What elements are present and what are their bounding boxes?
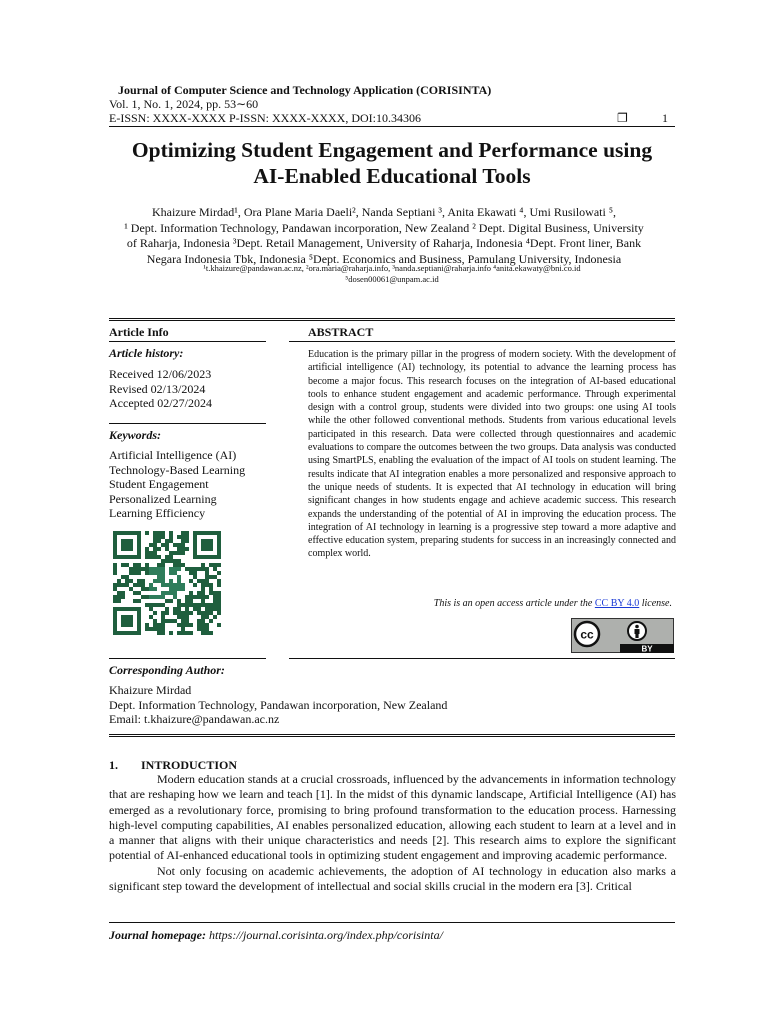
article-info-heading: Article Info [109,325,169,339]
received-date: Received 12/06/2023 [109,367,212,381]
abstract-heading: ABSTRACT [308,325,374,339]
article-info-rule [109,341,266,342]
keywords-heading: Keywords: [109,428,161,442]
affiliation-line: of Raharja, Indonesia ³Dept. Retail Management, University of Raharja, Indonesia ⁴Dept. Front liner, Bank [126,236,642,250]
volume-line: Vol. 1, No. 1, 2024, pp. 53∼60 [109,97,259,111]
intro-paragraph: Not only focusing on academic achievements, the adoption of AI technology in education also marks a significant step toward the development of intellectual and social skills crucial in the modern era [3]. Critical [109,863,676,894]
homepage-label: Journal homepage: [109,928,207,942]
corresponding-heading: Corresponding Author: [109,663,225,677]
license-suffix: license. [641,598,672,609]
corresponding-email: Email: t.khaizure@pandawan.ac.nz [109,712,280,727]
journal-homepage [109,928,443,943]
abstract-rule [289,341,675,342]
by-person-icon [628,622,646,640]
history-heading: Article history: [109,346,184,360]
intro-body [109,772,676,894]
affiliation-line: Negara Indonesia Tbk, Indonesia ⁵Dept. Economics and Business, Pamulang University, Indonesia [146,251,622,266]
emails-line: ⁵dosen00061@unpam.ac.id [345,274,439,284]
keyword-item: Learning Efficiency [109,506,206,521]
keyword-item: Student Engagement [109,477,209,492]
intro-paragraph: Modern education stands at a crucial crossroads, influenced by the advancements in information technology that are reshaping how we learn and teach [1]. In the midst of this dynamic landscape, Artificial Intelligence (AI) has emerged as a revolutionary force, promising to bring profound transformation to the education process. Harnessing high-level computing capabilities, AI enables personalized education, allowing each student to learn at a level and in a manner that aligns with their unique characteristics and needs [2]. This research aims to explore the significant potential of AI-enhanced educational tools in optimizing student engagement and improving academic performance. [109,772,676,863]
authors-block [112,205,656,267]
keywords-list [109,448,245,521]
by-text: BY [641,644,653,654]
intro-heading [109,758,237,773]
authors-line: Khaizure Mirdad¹, Ora Plane Maria Daeli², Nanda Septiani ³, Anita Ekawati ⁴, Umi Rusilowati ⁵, [151,205,617,219]
cc-by-badge[interactable] [571,618,674,653]
affiliation-line: ¹ Dept. Information Technology, Pandawan incorporation, New Zealand ² Dept. Digital Business, University [124,220,644,235]
corresponding-name: Khaizure Mirdad [109,683,192,697]
corr-bottom-rule [109,734,675,735]
homepage-url[interactable]: https://journal.corisinta.org/index.php/corisinta/ [209,928,443,942]
license-prefix: This is an open access article under the [433,598,593,609]
corr-rule [109,658,266,659]
history-list [109,367,212,411]
corr-bottom-rule-double [109,736,675,737]
abstract-text: Education is the primary pillar in the progress of modern society. With the development of artificial intelligence (AI) technology, its potential to advance the learning process has become a major focus. This research focuses on the integration of AI-based educational tools to enhance student engagement and academic performance. Through experimental design with a control group, students were divided into two groups: one using AI tools while the other followed conventional methods. Students from various educational levels participated in this research. Data were collected through questionnaires and academic evaluations to compare the outcomes between the two groups. Data analysis was conducted using SmartPLS, enabling the evaluation of the impact of AI tools on student learning. The results indicate that AI integration enables a more personalized and responsive approach to the unique needs of students. It is expected that AI technology in education will bring significant changes in how students engage and achieve academic success. This research expands the understanding of the potential of AI in improving the education process. The integration of AI technology in learning is a progressive step toward a more adaptive and effective education system, preparing students for success in an increasingly connected and complex world. [308,349,676,560]
keyword-item: Technology-Based Learning [109,462,246,477]
page-icon: ❐ [617,111,628,125]
section-number: 1. [109,758,118,772]
abstract-bottom-rule [289,658,675,659]
page-number: 1 [662,111,668,125]
keyword-item: Artificial Intelligence (AI) [109,448,237,462]
title-line-2: AI-Enabled Educational Tools [253,164,531,188]
header-rule [109,126,675,127]
section-title: INTRODUCTION [141,758,238,772]
corresponding-dept: Dept. Information Technology, Pandawan incorporation, New Zealand [109,697,448,712]
revised-date: Revised 02/13/2024 [109,381,206,396]
section-rule-top-double [109,320,675,321]
footer-rule [109,922,675,923]
journal-name: Journal of Computer Science and Technology Application (CORISINTA) [118,83,492,97]
cc-badge-graphic [572,619,675,654]
emails-block [109,263,675,285]
cc-icon [575,622,599,646]
emails-line: ¹t.khaizure@pandawan.ac.nz, ²ora.maria@raharja.info, ³nanda.septiani@raharja.info ⁴anita.ekawaty@bni.co.id [203,263,581,273]
cc-text: cc [580,627,594,642]
keyword-item: Personalized Learning [109,491,217,506]
title-line-1: Optimizing Student Engagement and Performance using [131,138,653,162]
issn-line: E-ISSN: XXXX-XXXX P-ISSN: XXXX-XXXX, DOI:10.34306 [109,111,421,125]
section-rule-top [109,318,675,319]
keywords-rule [109,423,266,424]
accepted-date: Accepted 02/27/2024 [109,396,212,411]
paper-title [100,137,684,189]
qr-code-icon [113,531,221,635]
corresponding-body [109,683,447,727]
license-link[interactable]: CC BY 4.0 [594,598,640,609]
license-line [308,598,672,609]
